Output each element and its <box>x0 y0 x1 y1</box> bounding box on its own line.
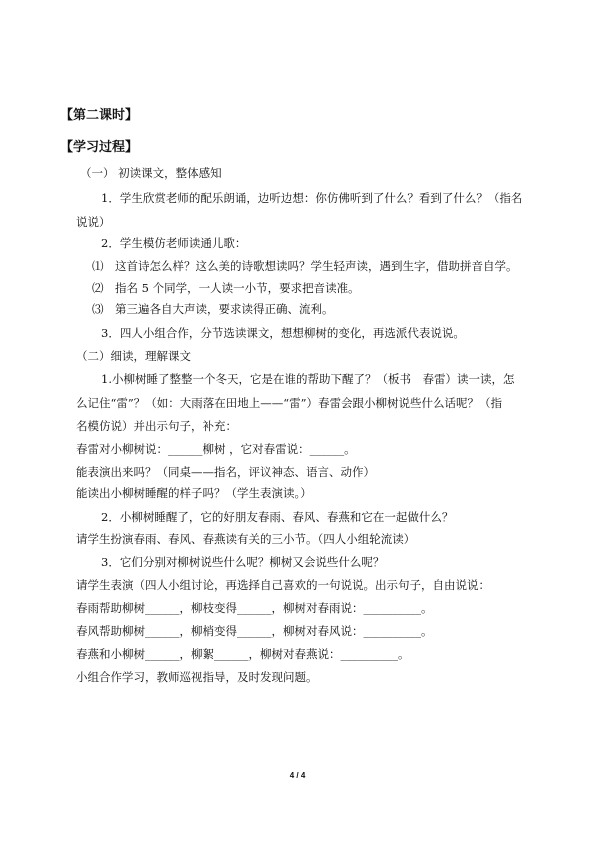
paragraph-line: 春雨帮助柳树______，柳枝变得______，柳树对春雨说：__________。 <box>76 601 433 615</box>
paragraph-line: 请学生表演（四人小组讨论，再选择自己喜欢的一句说说。出示句子，自由说说： <box>76 578 490 592</box>
paragraph-line: 2．小柳树睡醒了，它的好朋友春雨、春风、春燕和它在一起做什么？ <box>101 510 454 524</box>
paragraph-line: 能读出小柳树睡醒的样子吗？（学生表演读。） <box>76 486 312 500</box>
paragraph-line: 小组合作学习，教师巡视指导，及时发现问题。 <box>76 670 318 684</box>
paragraph-line: 春雷对小柳树说：______柳树 ，它对春雷说：______。 <box>76 442 356 456</box>
paragraph-line: 说说） <box>76 215 111 229</box>
list-item: ⑵ 指名 5 个同学，一人读一小节，要求把音读准。 <box>92 281 360 295</box>
paragraph-line: 1．学生欣赏老师的配乐朗诵，边听边想：你仿佛听到了什么？看到了什么？（指名 <box>101 191 523 205</box>
paragraph-line: 春燕和小柳树______，柳絮______，柳树对春燕说：__________。 <box>76 647 410 661</box>
paragraph-line: 1.小柳树睡了整整一个冬天，它是在谁的帮助下醒了？（板书 春雷）读一读，怎 <box>101 372 515 386</box>
paragraph-line: 3．四人小组合作，分节选读课文，想想柳树的变化，再选派代表说说。 <box>101 326 465 340</box>
lesson-heading: 【第二课时】 <box>60 108 139 123</box>
section-one-title: （一） 初读课文，整体感知 <box>80 166 222 180</box>
paragraph-line: 么记住“雷”？（如：大雨落在田地上——“雷”）春雷会跟小柳树说些什么话呢？（指 <box>76 396 503 410</box>
paragraph-line: 3．它们分别对柳树说些什么呢？柳树又会说些什么呢？ <box>101 555 385 569</box>
page-number: 4 / 4 <box>289 771 306 780</box>
list-item: ⑴ 这首诗怎么样？这么美的诗歌想读吗？学生轻声读，遇到生字，借助拼音自学。 <box>92 259 518 273</box>
section-two-title: （二）细读，理解课文 <box>76 349 191 363</box>
list-item: ⑶ 第三遍各自大声读，要求读得正确、流利。 <box>92 302 334 316</box>
paragraph-line: 能表演出来吗？（同桌——指名，评议神态、语言、动作） <box>76 465 375 479</box>
paragraph-line: 春风帮助柳树______，柳梢变得______，柳树对春风说：__________。 <box>76 624 433 638</box>
paragraph-line: 请学生扮演春雨、春风、春燕读有关的三小节。（四人小组轮流读） <box>76 532 416 546</box>
paragraph-line: 2．学生模仿老师读通儿歌： <box>101 236 247 250</box>
paragraph-line: 名模仿说）并出示句子，补充： <box>76 419 237 433</box>
process-heading: 【学习过程】 <box>60 140 139 155</box>
